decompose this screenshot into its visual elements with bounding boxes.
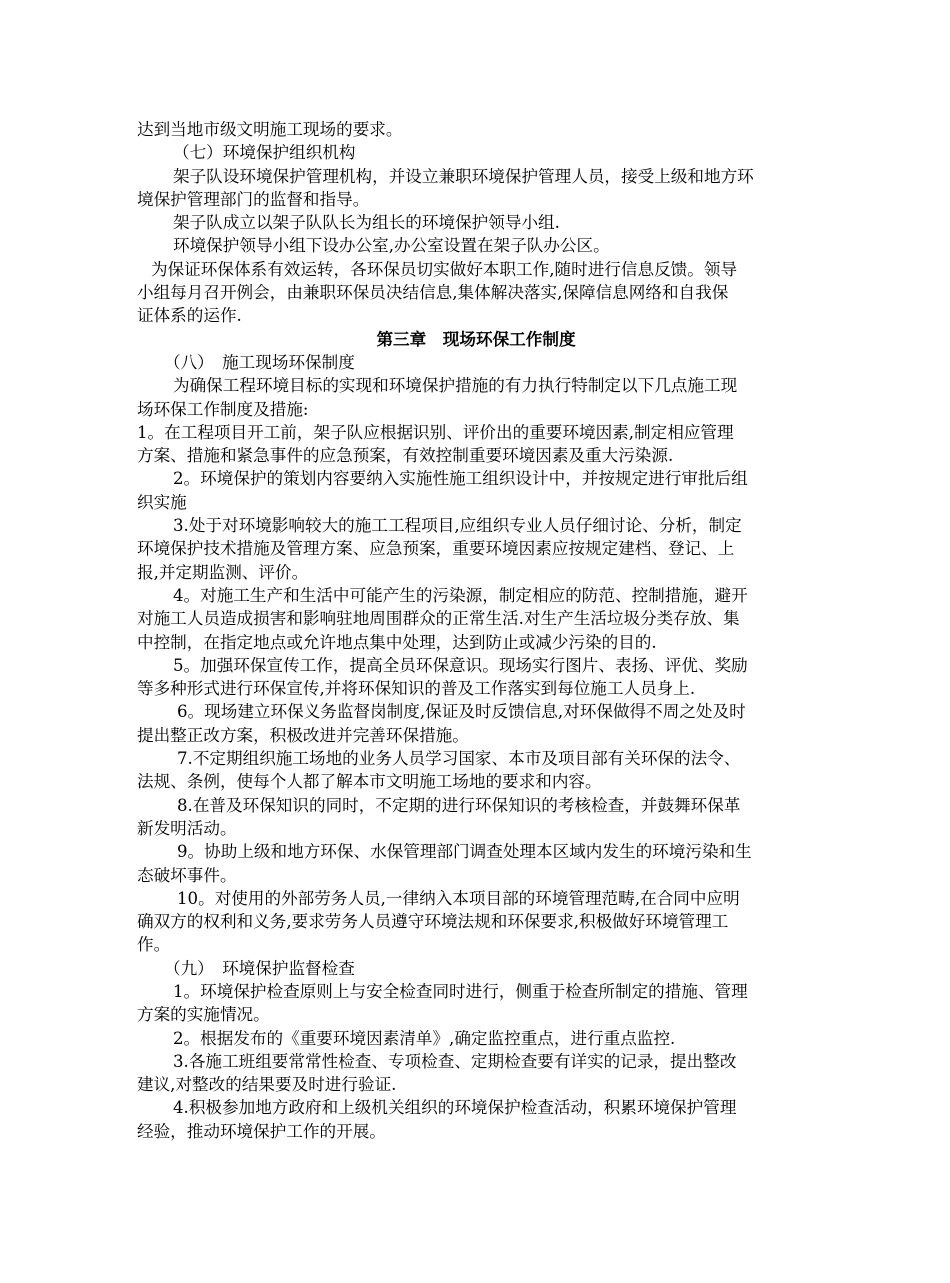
- text-line: 证体系的运作.: [137, 306, 242, 326]
- text-line: 架子队设环境保护管理机构，并设立兼职环境保护管理人员，接受上级和地方环: [173, 166, 754, 186]
- text-line: 报,并定期监测、评价。: [137, 562, 309, 582]
- text-line: 4。对施工生产和生活中可能产生的污染源，制定相应的防范、控制措施，避开: [173, 585, 748, 605]
- text-line: 境保护管理部门的监督和指导。: [137, 189, 370, 209]
- text-line: 场环保工作制度及措施:: [137, 399, 309, 419]
- text-line: 1。环境保护检查原则上与安全检查同时进行，侧重于检查所制定的措施、管理: [173, 981, 748, 1001]
- text-line: 2。根据发布的《重要环境因素清单》,确定监控重点，进行重点监控.: [173, 1028, 676, 1048]
- text-line: 4.积极参加地方政府和上级机关组织的环境保护检查活动，积累环境保护管理: [173, 1098, 737, 1118]
- text-line: 1。在工程项目开工前，架子队应根据识别、评价出的重要环境因素,制定相应管理: [137, 422, 734, 442]
- text-line: 方案、措施和紧急事件的应急预案，有效控制重要环境因素及重大污染源.: [137, 446, 674, 466]
- text-line: 为确保工程环境目标的实现和环境保护措施的有力执行特制定以下几点施工现: [173, 376, 738, 396]
- text-line: 2。环境保护的策划内容要纳入实施性施工组织设计中，并按规定进行审批后组: [173, 469, 748, 489]
- text-line: 10。对使用的外部劳务人员,一律纳入本项目部的环境管理范畴,在合同中应明: [177, 888, 740, 908]
- text-line: 方案的实施情况。: [137, 1005, 270, 1025]
- text-line: 5。加强环保宣传工作，提高全员环保意识。现场实行图片、表扬、评优、奖励: [173, 655, 748, 675]
- text-line: （九） 环境保护监督检查: [164, 958, 355, 978]
- text-line: 7.不定期组织施工场地的业务人员学习国家、本市及项目部有关环保的法令、: [177, 749, 741, 769]
- text-line: 提出整正改方案，积极改进并完善环保措施。: [137, 725, 469, 745]
- text-line: 织实施: [137, 492, 187, 512]
- text-line: 为保证环保体系有效运转，各环保员切实做好本职工作,随时进行信息反馈。领导: [151, 259, 738, 279]
- text-line: 法规、条例，使每个人都了解本市文明施工场地的要求和内容。: [137, 772, 602, 792]
- text-line: （八） 施工现场环保制度: [164, 352, 355, 372]
- text-line: 中控制，在指定地点或允许地点集中处理，达到防止或减少污染的目的.: [137, 632, 657, 652]
- text-line: 新发明活动。: [137, 818, 237, 838]
- document-body: [137, 118, 815, 1143]
- text-line: 态破坏事件。: [137, 865, 237, 885]
- text-line: 对施工人员造成损害和影响驻地周围群众的正常生活.对生产生活垃圾分类存放、集: [137, 609, 740, 629]
- text-line: 6。现场建立环保义务监督岗制度,保证及时反馈信息,对环保做得不周之处及时: [177, 702, 746, 722]
- text-line: （七）环境保护组织机构: [173, 143, 356, 163]
- text-line: 等多种形式进行环保宣传,并将环保知识的普及工作落实到每位施工人员身上.: [137, 679, 696, 699]
- text-line: 作。: [137, 935, 171, 955]
- text-line: 经验，推动环境保护工作的开展。: [137, 1121, 386, 1141]
- text-line: 达到当地市级文明施工现场的要求。: [137, 120, 403, 139]
- text-line: 环境保护技术措施及管理方案、应急预案，重要环境因素应按规定建档、登记、上: [137, 539, 735, 559]
- text-line: 确双方的权利和义务,要求劳务人员遵守环境法规和环保要求,积极做好环境管理工: [137, 912, 729, 932]
- text-line: 架子队成立以架子队队长为组长的环境保护领导小组.: [173, 213, 560, 233]
- text-line: 建议,对整改的结果要及时进行验证.: [137, 1075, 397, 1095]
- text-line: 8.在普及环保知识的同时，不定期的进行环保知识的考核检查，并鼓舞环保革: [177, 795, 741, 815]
- text-line: 3.各施工班组要常常性检查、专项检查、定期检查要有详实的记录，提出整改: [173, 1051, 737, 1071]
- text-line: 小组每月召开例会，由兼职环保员决结信息,集体解决落实,保障信息网络和自我保: [137, 283, 729, 303]
- text-line: 环境保护领导小组下设办公室,办公室设置在架子队办公区。: [173, 236, 610, 256]
- text-line: 3.处于对环境影响较大的施工工程项目,应组织专业人员仔细讨论、分析，制定: [173, 516, 742, 536]
- text-line: 9。协助上级和地方环保、水保管理部门调查处理本区域内发生的环境污染和生: [177, 842, 752, 862]
- chapter-heading: 第三章 现场环保工作制度: [376, 329, 576, 349]
